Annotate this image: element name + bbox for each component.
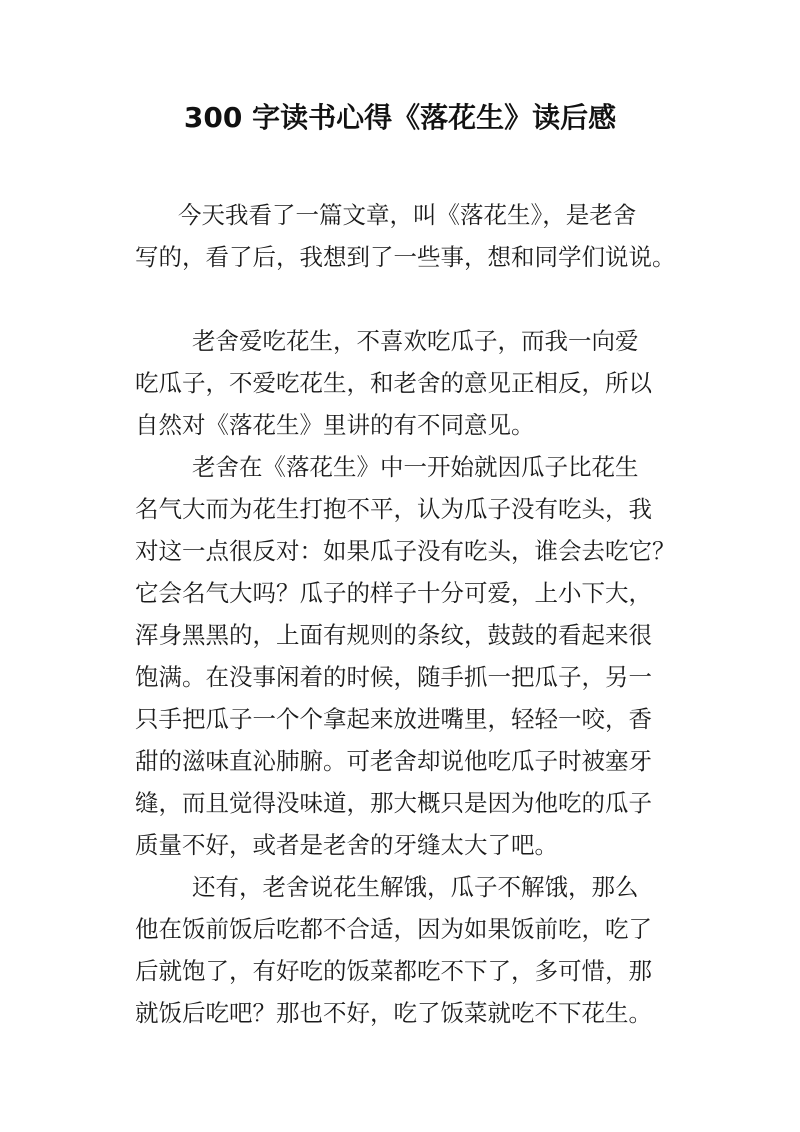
paragraph-3-line-7: 只手把瓜子一个个拿起来放进嘴里，轻轻一咬，香	[135, 705, 652, 733]
paragraph-3-line-2: 名气大而为花生打抱不平，认为瓜子没有吃头，我	[135, 495, 652, 523]
paragraph-2-line-3: 自然对《落花生》里讲的有不同意见。	[135, 411, 535, 439]
paragraph-3-line-8: 甜的滋味直沁肺腑。可老舍却说他吃瓜子时被塞牙	[135, 747, 652, 775]
page-title: 300 字读书心得《落花生》读后感	[183, 101, 617, 134]
paragraph-3-line-4: 它会名气大吗？瓜子的样子十分可爱，上小下大，	[135, 579, 652, 607]
paragraph-2-line-2: 吃瓜子，不爱吃花生，和老舍的意见正相反，所以	[135, 369, 652, 397]
paragraph-3-line-5: 浑身黑黑的，上面有规则的条纹，鼓鼓的看起来很	[135, 621, 652, 649]
paragraph-4-line-3: 后就饱了，有好吃的饭菜都吃不下了，多可惜，那	[135, 957, 652, 985]
paragraph-2-line-1: 老舍爱吃花生，不喜欢吃瓜子，而我一向爱	[192, 327, 639, 355]
paragraph-4-line-1: 还有，老舍说花生解饿，瓜子不解饿，那么	[192, 873, 639, 901]
paragraph-3-line-3: 对这一点很反对：如果瓜子没有吃头，谁会去吃它？	[135, 537, 676, 565]
paragraph-4-line-2: 他在饭前饭后吃都不合适，因为如果饭前吃，吃了	[135, 915, 652, 943]
paragraph-3-line-1: 老舍在《落花生》中一开始就因瓜子比花生	[192, 453, 639, 481]
paragraph-3-line-6: 饱满。在没事闲着的时候，随手抓一把瓜子，另一	[135, 663, 652, 691]
paragraph-3-line-9: 缝，而且觉得没味道，那大概只是因为他吃的瓜子	[135, 789, 652, 817]
paragraph-1-line-1: 今天我看了一篇文章，叫《落花生》，是老舍	[178, 201, 637, 229]
paragraph-4-line-4: 就饭后吃吧？那也不好，吃了饭菜就吃不下花生。	[135, 999, 652, 1027]
paragraph-1-line-2: 写的，看了后，我想到了一些事，想和同学们说说。	[135, 243, 676, 271]
paragraph-3-line-10: 质量不好，或者是老舍的牙缝太大了吧。	[135, 831, 558, 859]
